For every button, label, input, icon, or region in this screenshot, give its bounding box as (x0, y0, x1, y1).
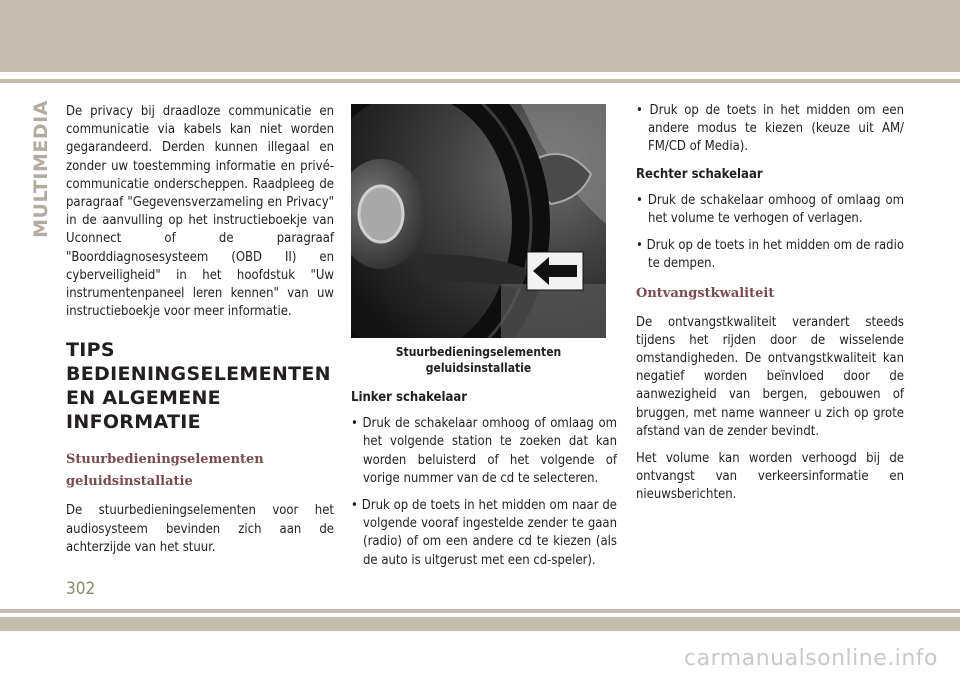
volume-paragraph: Het volume kan worden verhoogd bij de ontvangst van verkeersinformatie en nieuwsberichten. (636, 451, 904, 503)
section-heading: TIPS BEDIENINGSELEMENTEN EN ALGEMENE INFORMATIE (66, 339, 331, 434)
arrow-icon (527, 252, 583, 290)
header-band (0, 0, 960, 72)
right-switch-bullet: • Druk op de toets in het midden om de radio te dempen. (636, 238, 904, 272)
right-switch-heading: Rechter schakelaar (636, 166, 763, 182)
column-middle (351, 389, 617, 579)
steering-wheel-photo (351, 104, 606, 338)
section-tab (26, 100, 56, 238)
right-switch-bullet: • Druk de schakelaar omhoog of omlaag om het volume te verhogen of verlagen. (636, 192, 904, 227)
mode-bullet: • Druk op de toets in het midden om een andere modus te kiezen (keuze uit AM/ FM/CD of Media). (636, 103, 904, 155)
left-switch-bullet: • Druk de schakelaar omhoog of omlaag om het volgende station te zoeken dat kan worden beluisterd of het volgende of vorige nummer van de cd te selecteren. (351, 416, 617, 486)
column-right (636, 102, 904, 514)
figure-caption: Stuurbedieningselementen geluidsinstallatie (395, 345, 562, 375)
footer-rule (0, 609, 960, 613)
reception-paragraph: De ontvangstkwaliteit verandert steeds tijdens het rijden door de wisselende omstandigheden. De ontvangstkwaliteit kan negatief worden beïnvloed door de aanwezigheid van bergen, gebouwen of bruggen, met name wanneer u zich op grote afstand van de zender bevindt. (636, 314, 904, 439)
page-number: 302 (66, 579, 96, 599)
subsection-heading: Stuurbedieningselementen geluidsinstallatie (66, 452, 264, 490)
footer-band (0, 617, 960, 631)
left-switch-bullet: • Druk op de toets in het midden om naar de volgende vooraf ingestelde zender te gaan (radio) of om een andere cd te kiezen (als de auto is uitgerust met een cd-speler). (351, 498, 617, 568)
controls-location-paragraph: De stuurbedieningselementen voor het audiosysteem bevinden zich aan de achterzijde van het stuur. (66, 503, 334, 555)
watermark: carmanualsonline.info (684, 646, 938, 671)
header-rule (0, 79, 960, 83)
left-switch-heading: Linker schakelaar (351, 390, 468, 405)
section-tab-label: MULTIMEDIA (30, 100, 52, 238)
privacy-paragraph: De privacy bij draadloze communicatie en communicatie via kabels kan niet worden gegarandeerd. Derden kunnen illegaal en zonder uw toestemming informatie en privé-communicatie onderscheppen. Raadpleeg de paragraaf "Gegevensverzameling en Privacy" in de aanvulling op het instructieboekje van Uconnect of de paragraaf "Boorddiagnosesysteem (OBD II) en cyberveiligheid" in het hoofdstuk "Uw instrumentenpaneel leren kennen" van uw instructieboekje voor meer informatie. (66, 104, 334, 320)
steering-wheel-illustration (351, 104, 606, 338)
reception-heading: Ontvangstkwaliteit (636, 285, 775, 301)
column-left (66, 103, 334, 566)
